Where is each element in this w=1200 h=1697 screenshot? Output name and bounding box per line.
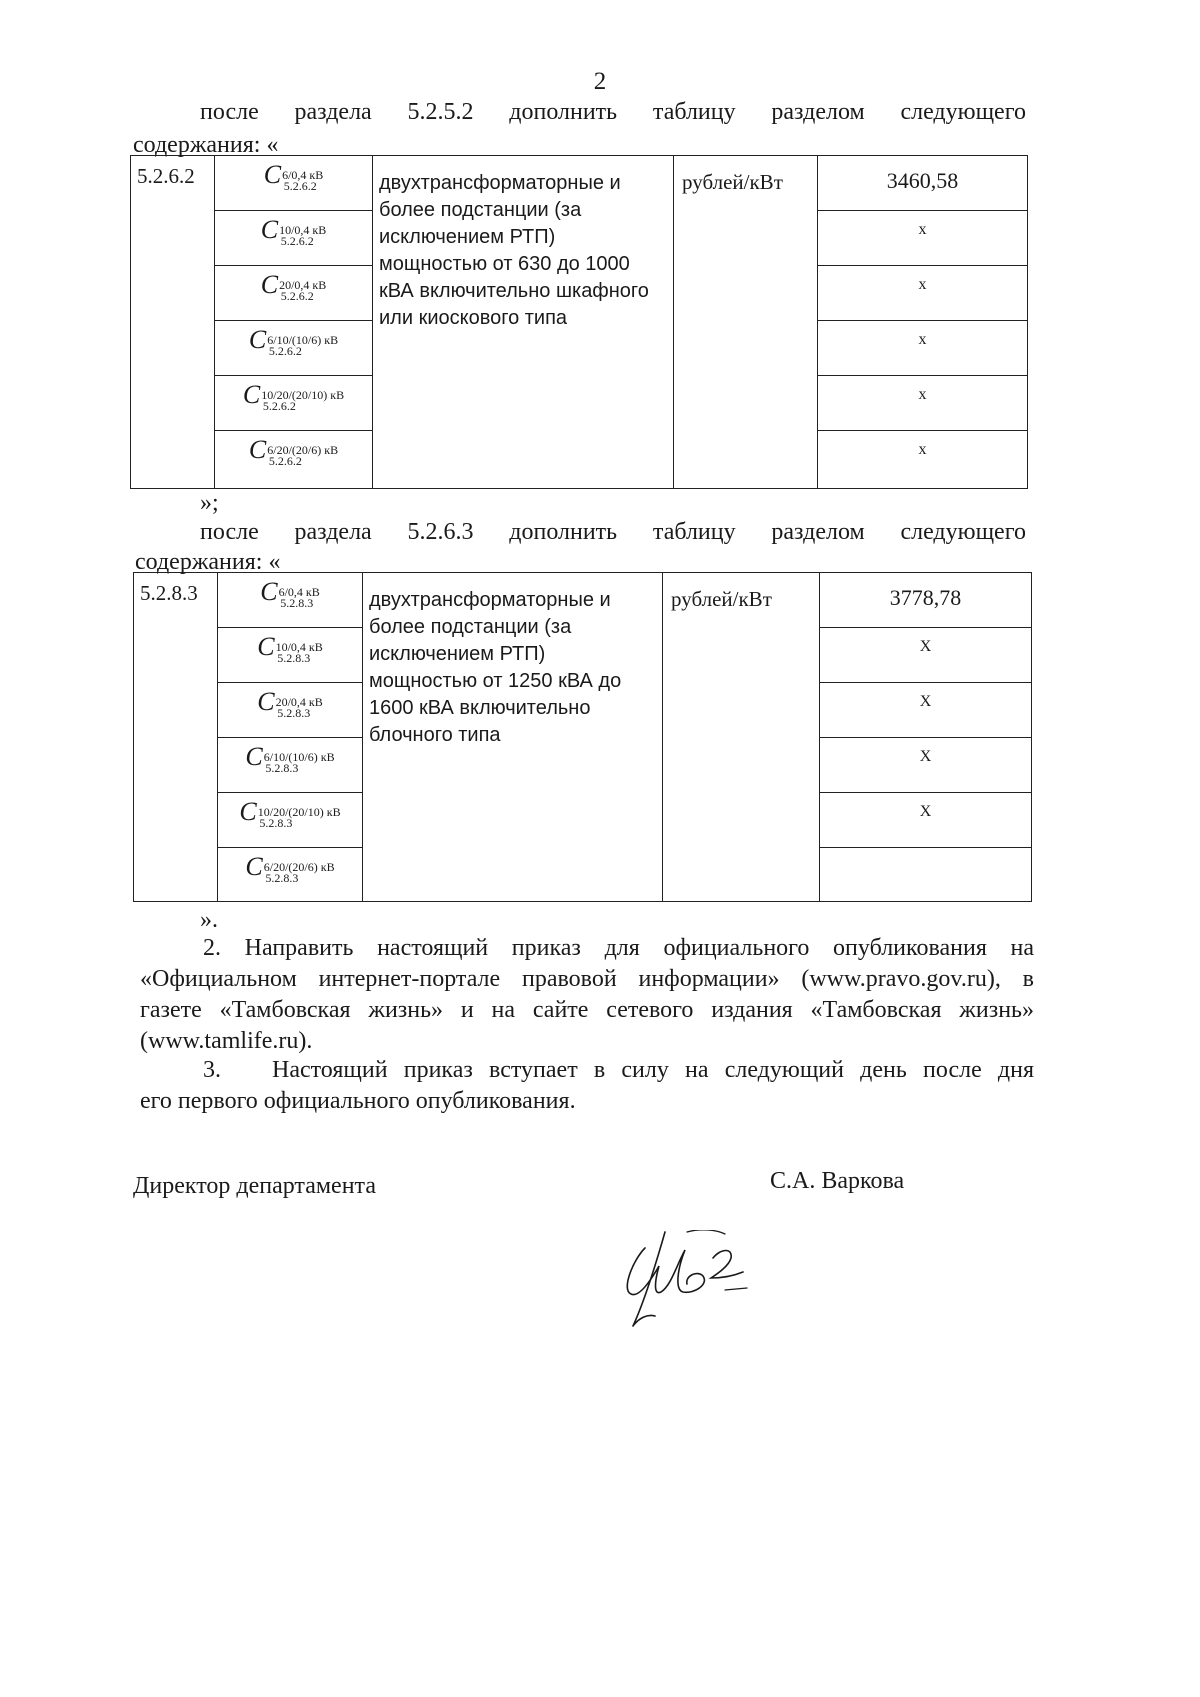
intro-2-word: после xyxy=(200,519,259,545)
intro-2-word: дополнить xyxy=(509,519,618,545)
table-2-value-cell: X xyxy=(820,628,1032,683)
page-number: 2 xyxy=(593,68,607,95)
intro-1-continuation: содержания: « xyxy=(133,132,279,158)
table-2-value-cell xyxy=(820,848,1032,902)
table-2-value-cell: 3778,78 xyxy=(820,573,1032,628)
item-2-line: газете «Тамбовская жизнь» и на сайте сетевого издания «Тамбовская жизнь» xyxy=(140,997,1034,1023)
intro-1-word: следующего xyxy=(900,99,1026,125)
table-1-symbol-cell: C10/20/(20/10) кВ 5.2.6.2 xyxy=(215,376,373,431)
intro-2-word: 5.2.6.3 xyxy=(407,519,474,545)
table-1-symbol-cell: C6/10/(10/6) кВ 5.2.6.2 xyxy=(215,321,373,376)
intro-2-continuation: содержания: « xyxy=(135,549,281,575)
item-2-line xyxy=(203,933,1034,963)
table-2-value-cell: X xyxy=(820,683,1032,738)
intro-2-word: разделом xyxy=(771,519,865,545)
table-2-code: 5.2.8.3 xyxy=(134,573,218,902)
table-1-symbol-cell: C6/20/(20/6) кВ 5.2.6.2 xyxy=(215,431,373,489)
intro-1-line xyxy=(200,97,1026,127)
table-1-value-cell: x xyxy=(818,321,1028,376)
item-2-line: (www.tamlife.ru). xyxy=(140,1028,313,1054)
table-1-symbol-cell: C6/0,4 кВ 5.2.6.2 xyxy=(215,156,373,211)
intro-1-word: раздела xyxy=(294,99,372,125)
table-1-value-cell: x xyxy=(818,376,1028,431)
closing-quote-2: ». xyxy=(200,907,218,933)
table-1-symbol-cell: C10/0,4 кВ 5.2.6.2 xyxy=(215,211,373,266)
table-1-value-cell: x xyxy=(818,431,1028,489)
table-1-description: двухтрансформаторные и более подстанции (за исключением РТП) мощностью от 630 до 1000 кВА включительно шкафного или киоскового типа xyxy=(373,156,674,489)
item-3-line: Настоящий приказ вступает в силу на следующий день после дня xyxy=(272,1057,1034,1083)
table-2-symbol-cell: C6/10/(10/6) кВ 5.2.8.3 xyxy=(218,738,363,793)
handwritten-signature xyxy=(625,1230,775,1330)
table-1-value-cell: 3460,58 xyxy=(818,156,1028,211)
item-3-line: его первого официального опубликования. xyxy=(140,1088,576,1114)
table-2-symbol-cell: C6/20/(20/6) кВ 5.2.8.3 xyxy=(218,848,363,902)
table-2-symbol-cell: C10/0,4 кВ 5.2.8.3 xyxy=(218,628,363,683)
tariff-table-2 xyxy=(133,572,1032,902)
table-2-symbol-cell: C6/0,4 кВ 5.2.8.3 xyxy=(218,573,363,628)
signature-name: С.А. Варкова xyxy=(770,1168,905,1194)
table-1-symbol-cell: C20/0,4 кВ 5.2.6.2 xyxy=(215,266,373,321)
intro-1-word: дополнить xyxy=(509,99,618,125)
item-2-line-text: 2. Направить настоящий приказ для официального опубликования на xyxy=(203,935,1034,961)
table-2-value-cell: X xyxy=(820,793,1032,848)
intro-2-word: таблицу xyxy=(652,519,736,545)
item-3-number: 3. xyxy=(203,1057,221,1083)
closing-quote-1: »; xyxy=(200,490,219,516)
tariff-table-1 xyxy=(130,155,1028,489)
table-2-symbol-cell: C20/0,4 кВ 5.2.8.3 xyxy=(218,683,363,738)
table-1-code: 5.2.6.2 xyxy=(131,156,215,489)
table-2-description: двухтрансформаторные и более подстанции (за исключением РТП) мощностью от 1250 кВА до 1600 кВА включительно блочного типа xyxy=(363,573,663,902)
table-1-value-cell: x xyxy=(818,266,1028,321)
intro-2-word: раздела xyxy=(294,519,372,545)
signature-position: Директор департамента xyxy=(133,1173,376,1199)
table-1-unit: рублей/кВт xyxy=(674,156,818,489)
intro-2-line xyxy=(200,517,1026,547)
intro-2-word: следующего xyxy=(900,519,1026,545)
table-2-value-cell: X xyxy=(820,738,1032,793)
table-2-unit: рублей/кВт xyxy=(663,573,820,902)
intro-1-word: таблицу xyxy=(652,99,736,125)
intro-1-word: 5.2.5.2 xyxy=(407,99,474,125)
intro-1-word: после xyxy=(200,99,259,125)
table-2-symbol-cell: C10/20/(20/10) кВ 5.2.8.3 xyxy=(218,793,363,848)
item-2-line: «Официальном интернет-портале правовой информации» (www.pravo.gov.ru), в xyxy=(140,966,1034,992)
intro-1-word: разделом xyxy=(771,99,865,125)
table-1-value-cell: x xyxy=(818,211,1028,266)
